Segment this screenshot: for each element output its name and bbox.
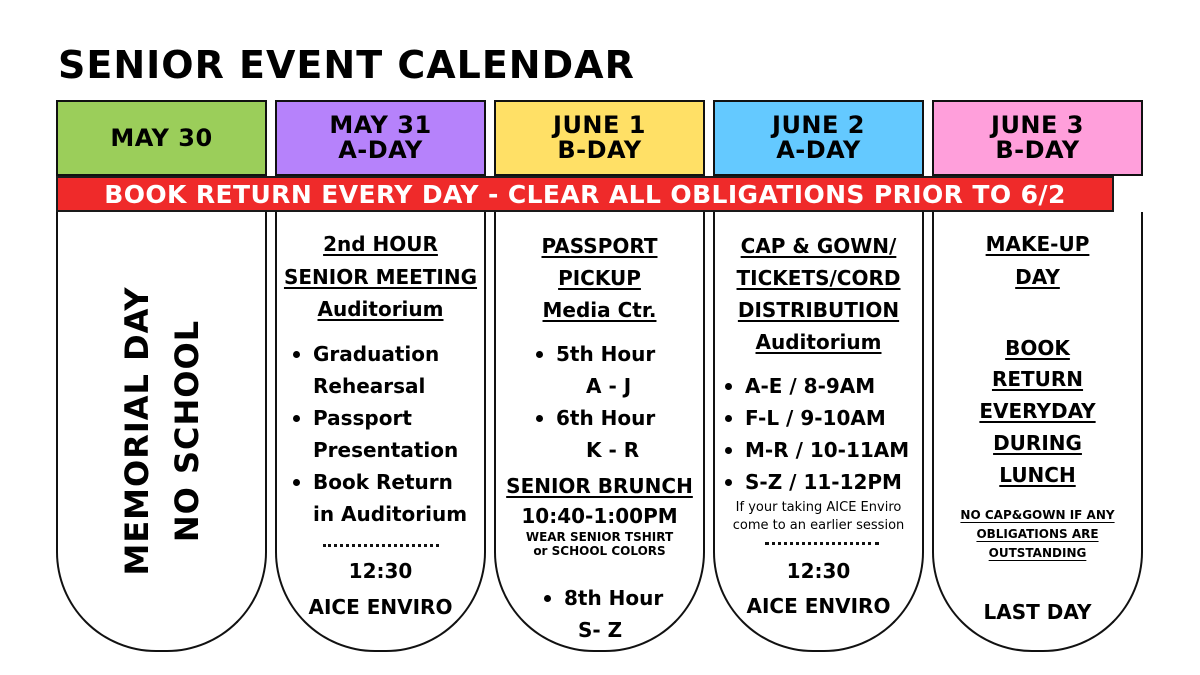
page-title: SENIOR EVENT CALENDAR (58, 43, 635, 87)
list-item: Graduation Rehearsal (291, 338, 467, 402)
dress-note: WEAR SENIOR TSHIRT (525, 530, 674, 544)
dotted-divider (323, 544, 439, 547)
event-heading: CAP & GOWN/ (740, 234, 897, 258)
last-day-label: LAST DAY (983, 600, 1092, 624)
header-day-type: A-DAY (776, 136, 861, 164)
event-time: 12:30 (348, 559, 413, 583)
header-may-31 (275, 100, 486, 176)
card-june-1 (494, 212, 705, 652)
event-location: Media Ctr. (542, 298, 657, 322)
memorial-day-label: MEMORIAL DAY (117, 286, 156, 576)
event-name: AICE ENVIRO (746, 594, 891, 618)
obligation-note: OUTSTANDING (988, 546, 1087, 560)
header-day-type: A-DAY (338, 136, 423, 164)
header-june-3 (932, 100, 1143, 176)
event-heading: SENIOR MEETING (283, 265, 478, 289)
card-june-3 (932, 212, 1143, 652)
book-return-line: LUNCH (999, 463, 1076, 487)
header-day-type: B-DAY (995, 136, 1080, 164)
header-date: JUNE 2 (772, 111, 865, 139)
header-date: JUNE 1 (553, 111, 646, 139)
event-heading: DISTRIBUTION (737, 298, 900, 322)
event-heading: DAY (1015, 265, 1060, 289)
hour-list (542, 582, 663, 646)
header-june-1 (494, 100, 705, 176)
obligation-note: NO CAP&GOWN IF ANY (960, 508, 1115, 522)
event-name: AICE ENVIRO (308, 595, 453, 619)
brunch-heading: SENIOR BRUNCH (506, 474, 693, 498)
dotted-divider (765, 542, 879, 545)
book-return-line: BOOK (1005, 336, 1070, 360)
aice-note: If your taking AICE Enviro (735, 500, 902, 515)
header-date: JUNE 3 (991, 111, 1084, 139)
obligation-note: OBLIGATIONS ARE (976, 527, 1099, 541)
header-june-2 (713, 100, 924, 176)
list-item: Passport Presentation (291, 402, 467, 466)
event-heading: TICKETS/CORD (736, 266, 901, 290)
header-day-type: B-DAY (557, 136, 642, 164)
list-item: F-L / 9-10AM (723, 402, 909, 434)
event-heading: 2nd HOUR (323, 232, 438, 256)
dress-note: or SCHOOL COLORS (533, 544, 666, 558)
book-return-line: RETURN (991, 367, 1084, 391)
list-item: 5th Hour A - J (534, 338, 655, 402)
hour-list (534, 338, 655, 466)
event-location: Auditorium (755, 330, 882, 354)
event-location: Auditorium (317, 297, 444, 321)
no-school-label: NO SCHOOL (167, 319, 206, 543)
list-item: S-Z / 11-12PM (723, 466, 909, 498)
agenda-list (291, 338, 467, 530)
card-may-31 (275, 212, 486, 652)
book-return-banner: BOOK RETURN EVERY DAY - CLEAR ALL OBLIGATIONS PRIOR TO 6/2 (56, 176, 1114, 212)
event-heading: MAKE-UP (985, 232, 1090, 256)
card-june-2 (713, 212, 924, 652)
header-may-30 (56, 100, 267, 176)
card-may-30 (56, 212, 267, 652)
list-item: 6th Hour K - R (534, 402, 655, 466)
list-item: A-E / 8-9AM (723, 370, 909, 402)
event-heading: PICKUP (558, 266, 641, 290)
header-date: MAY 30 (110, 123, 213, 152)
list-item: M-R / 10-11AM (723, 434, 909, 466)
book-return-line: EVERYDAY (979, 399, 1096, 423)
brunch-time: 10:40-1:00PM (521, 504, 678, 528)
book-return-line: DURING (993, 431, 1082, 455)
schedule-list (723, 370, 909, 498)
event-heading: PASSPORT (541, 234, 658, 258)
aice-note: come to an earlier session (732, 518, 905, 533)
header-date: MAY 31 (329, 111, 432, 139)
event-time: 12:30 (786, 559, 851, 583)
list-item: Book Return in Auditorium (291, 466, 467, 530)
memorial-day-text (112, 286, 212, 575)
list-item: 8th Hour S- Z (542, 582, 663, 646)
